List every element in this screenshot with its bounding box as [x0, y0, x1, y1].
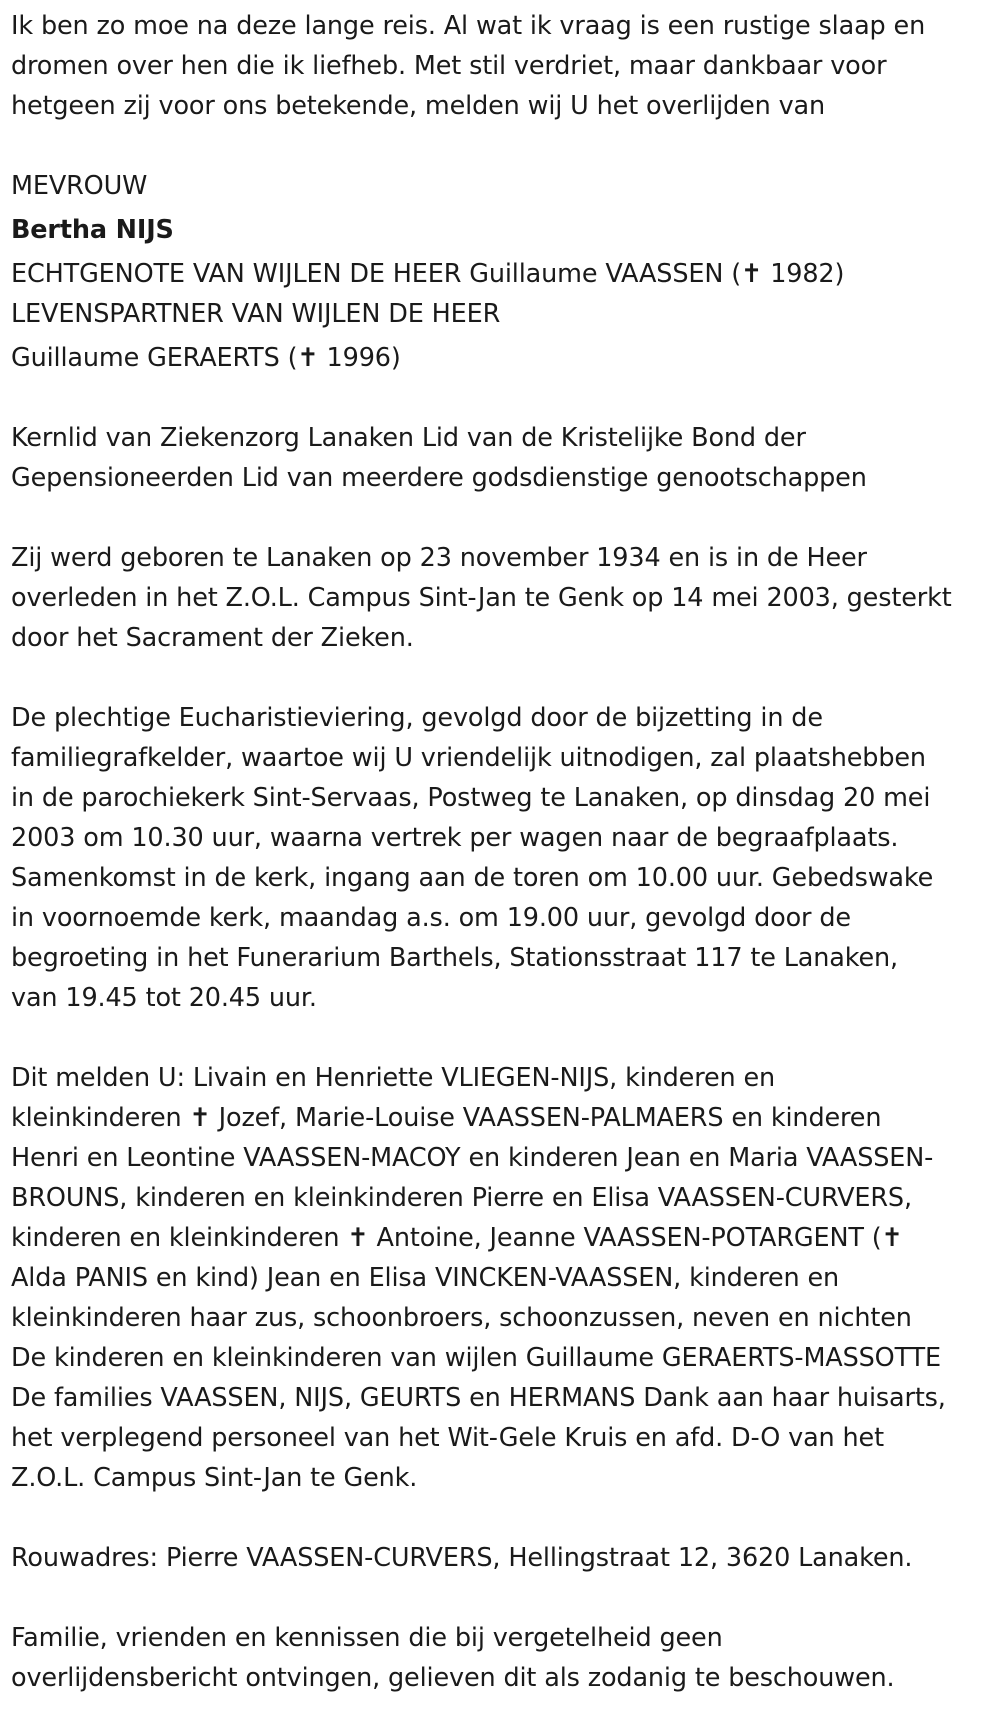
title-label: MEVROUW: [11, 171, 148, 201]
announcers-paragraph: Dit melden U: Livain en Henriette VLIEGEN-NIJS, kinderen en kleinkinderen ✝ Jozef, Marie-Louise VAASSEN-PALMAERS en kinderen Henri en Leontine VAASSEN-MACOY en kinderen Jean en Maria VAASSEN- BROUNS, kinderen en kleinkinderen Pierre en Elisa VAASSEN-CURVERS, kinderen en kleinkinderen ✝ Antoine, Jeanne VAASSEN-POTARGENT (✝ Alda PANIS en kind) Jean en Elisa VINCKEN-VAASSEN, kinderen en kleinkinderen haar zus, schoonbroers, schoonzussen, neven en nichten De kinderen en kleinkinderen van wijlen Guillaume GERAERTS-MASSOTTE De families VAASSEN, NIJS, GEURTS en HERMANS Dank aan haar huisarts, het verplegend personeel van het Wit-Gele Kruis en afd. D-O van het Z.O.L. Campus Sint-Jan te Genk.: [11, 1063, 946, 1493]
spouse-line: ECHTGENOTE VAN WIJLEN DE HEER Guillaume VAASSEN (✝ 1982): [11, 259, 845, 289]
partner-line-1: LEVENSPARTNER VAN WIJLEN DE HEER: [11, 299, 501, 329]
birth-death-paragraph: Zij werd geboren te Lanaken op 23 november 1934 en is in de Heer overleden in het Z.O.L. Campus Sint-Jan te Genk op 14 mei 2003, gesterkt door het Sacrament der Zieken.: [11, 543, 952, 653]
closing-paragraph: Familie, vrienden en kennissen die bij vergetelheid geen overlijdensbericht ontvingen, gelieven dit als zodanig te beschouwen.: [11, 1623, 895, 1693]
obituary-document: [11, 6, 991, 1698]
intro-paragraph: Ik ben zo moe na deze lange reis. Al wat ik vraag is een rustige slaap en dromen over hen die ik liefheb. Met stil verdriet, maar dankbaar voor hetgeen zij voor ons betekende, melden wij U het overlijden van: [11, 11, 926, 121]
ceremony-paragraph: De plechtige Eucharistieviering, gevolgd door de bijzetting in de familiegrafkelder, waartoe wij U vriendelijk uitnodigen, zal plaatshebben in de parochiekerk Sint-Servaas, Postweg te Lanaken, op dinsdag 20 mei 2003 om 10.30 uur, waarna vertrek per wagen naar de begraafplaats. Samenkomst in de kerk, ingang aan de toren om 10.00 uur. Gebedswake in voornoemde kerk, maandag a.s. om 19.00 uur, gevolgd door de begroeting in het Funerarium Barthels, Stationsstraat 117 te Lanaken, van 19.45 tot 20.45 uur.: [11, 703, 934, 1013]
memberships-paragraph: Kernlid van Ziekenzorg Lanaken Lid van de Kristelijke Bond der Gepensioneerden Lid van meerdere godsdienstige genootschappen: [11, 423, 867, 493]
partner-line-2: Guillaume GERAERTS (✝ 1996): [11, 343, 401, 373]
address-paragraph: Rouwadres: Pierre VAASSEN-CURVERS, Hellingstraat 12, 3620 Lanaken.: [11, 1543, 913, 1573]
deceased-name: Bertha NIJS: [11, 215, 174, 245]
